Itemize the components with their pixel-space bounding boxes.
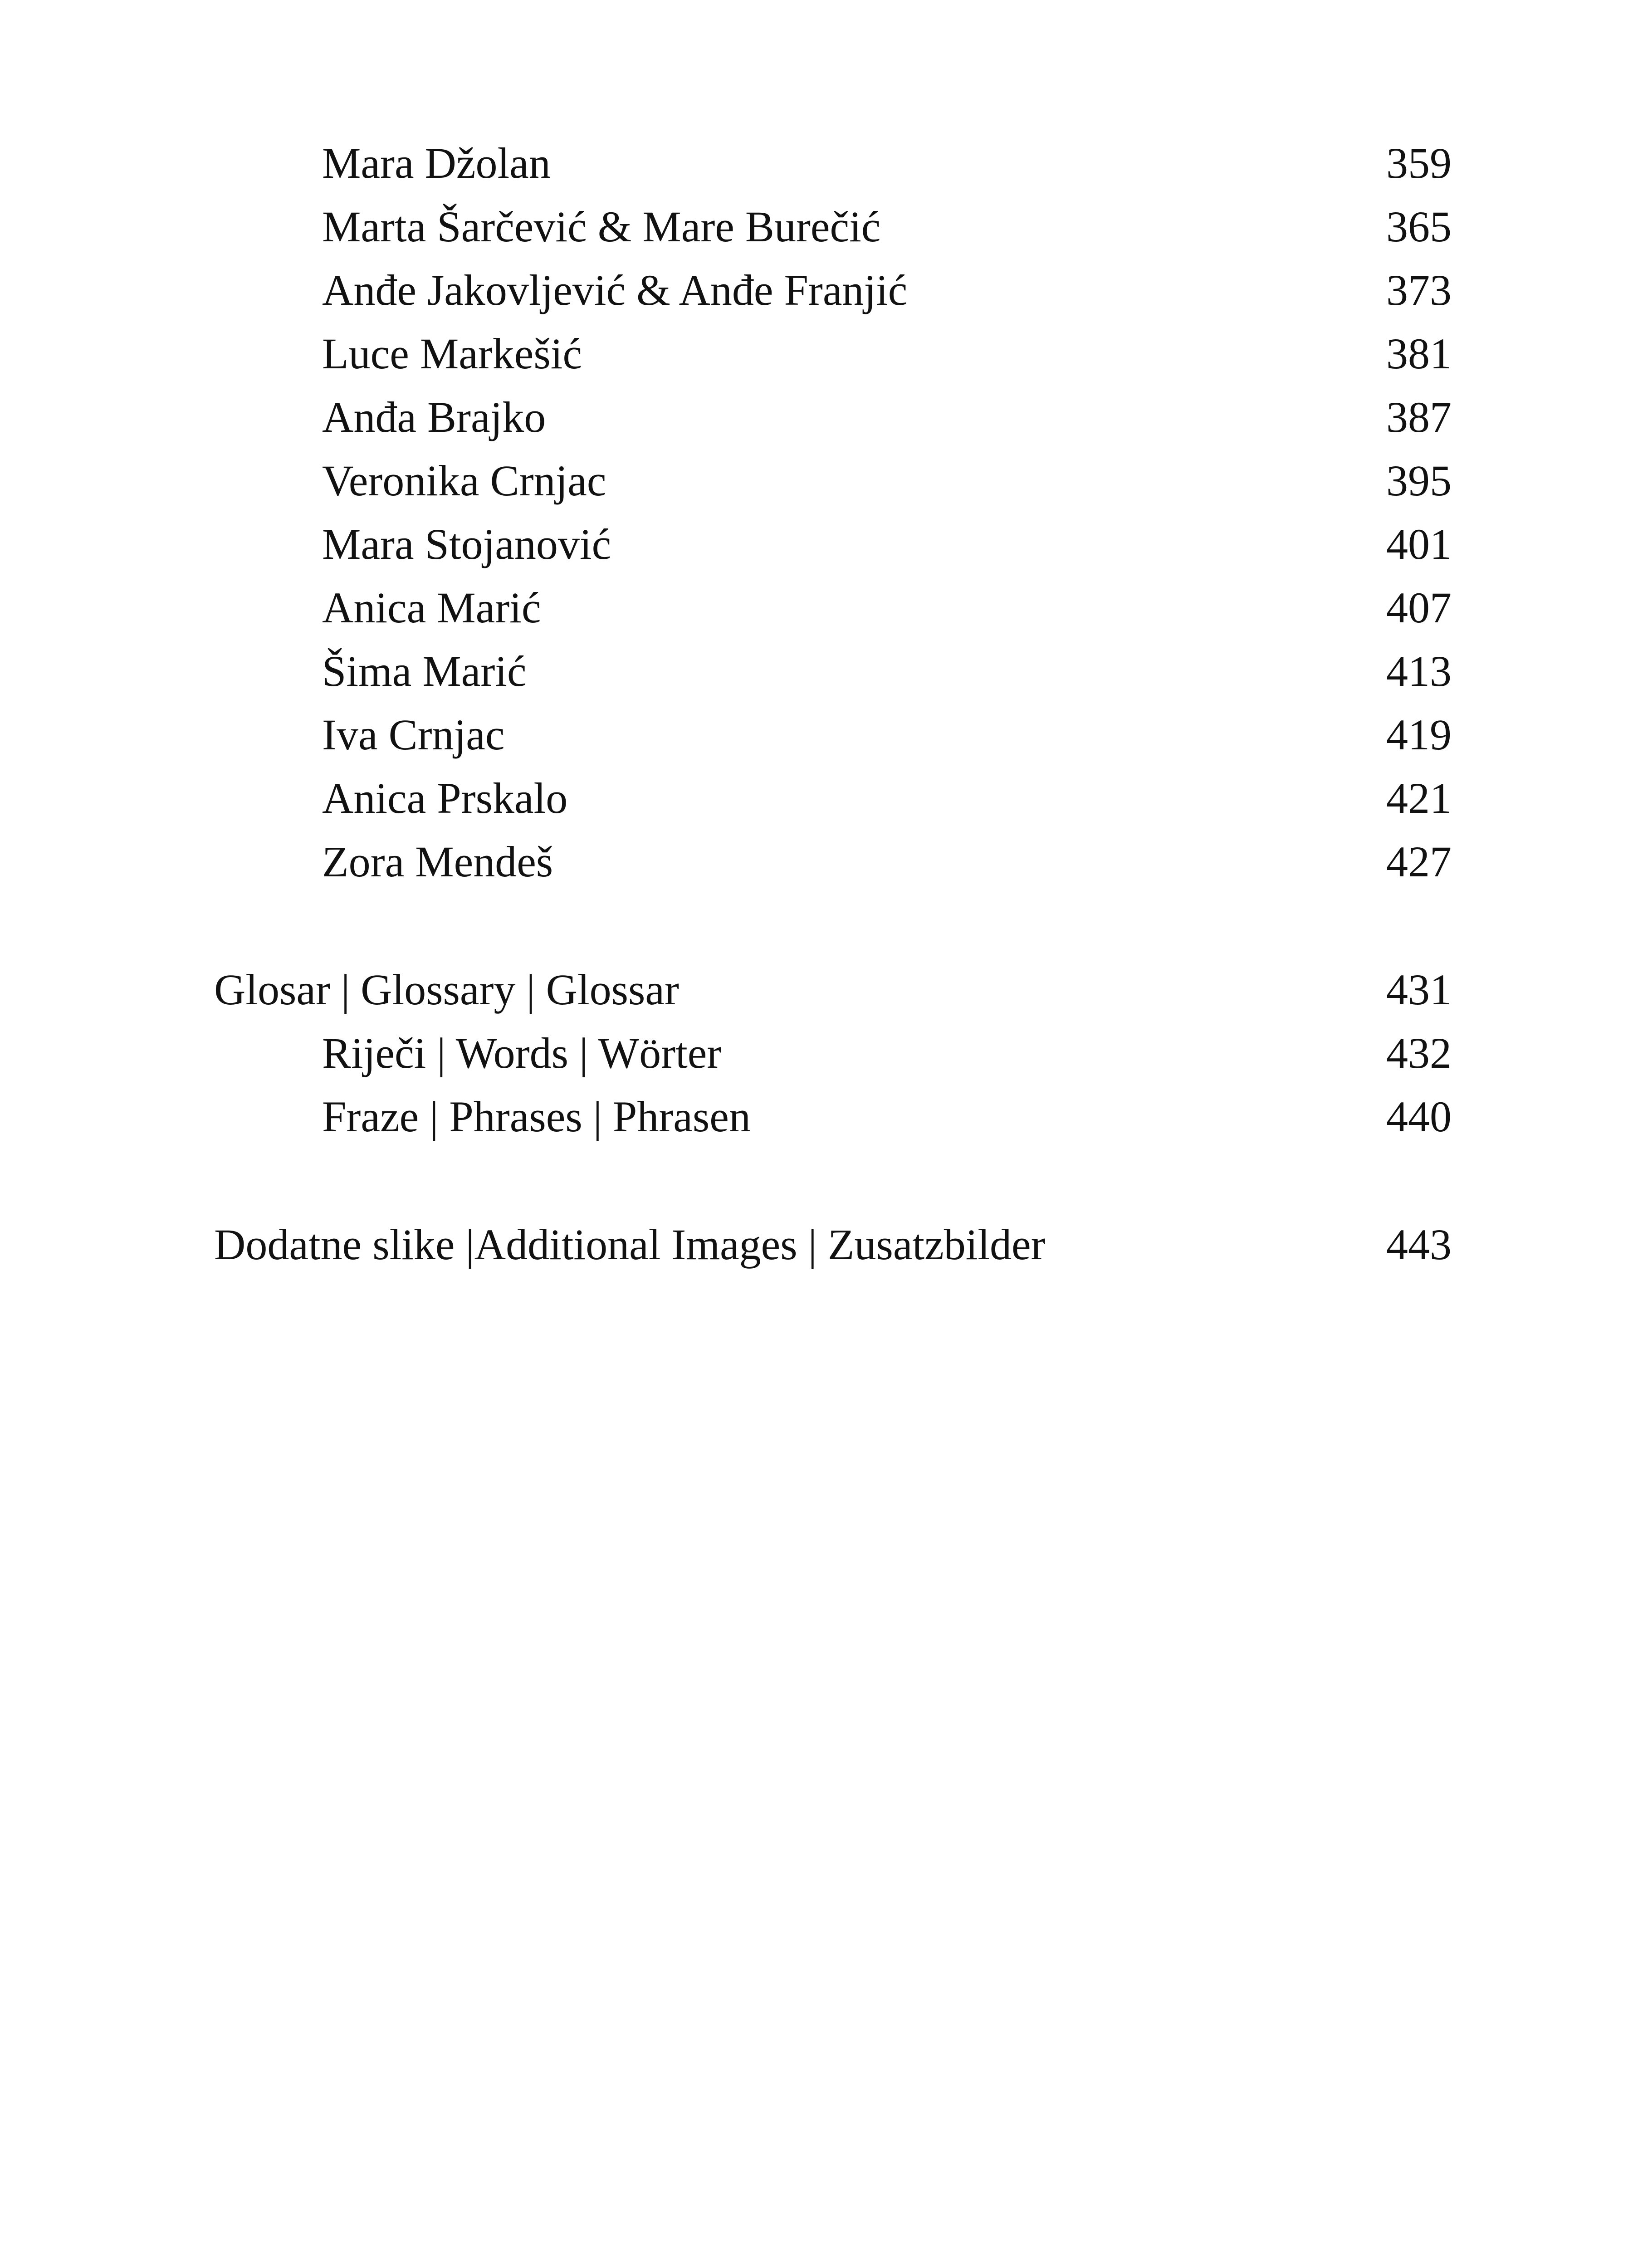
toc-entry-title: Anica Prskalo [322, 774, 568, 822]
toc-entry [0, 640, 1633, 703]
toc-entry-title: Mara Džolan [322, 139, 551, 187]
toc-entry-title: Anđa Brajko [322, 393, 546, 441]
toc-entry-title: Riječi | Words | Wörter [322, 1029, 722, 1077]
toc-section-title: Dodatne slike |Additional Images | Zusatzbilder [214, 1220, 1046, 1269]
toc-entry [0, 767, 1633, 830]
toc-entry-page: 401 [1386, 520, 1452, 568]
toc-entry [0, 132, 1633, 195]
toc-entry [0, 449, 1633, 513]
toc-section-page: 443 [1386, 1220, 1452, 1269]
toc-entry-title: Fraze | Phrases | Phrasen [322, 1092, 751, 1141]
toc-entry-page: 381 [1386, 329, 1452, 378]
toc-entry-page: 413 [1386, 647, 1452, 695]
toc-entry-page: 387 [1386, 393, 1452, 441]
toc-section-page: 431 [1386, 965, 1452, 1014]
toc-entry [0, 1022, 1633, 1085]
toc-entry [0, 1085, 1633, 1149]
toc-entry-title: Anica Marić [322, 583, 541, 632]
toc-entry-title: Luce Markešić [322, 329, 582, 378]
toc-entry-title: Veronika Crnjac [322, 456, 606, 505]
toc-entry-page: 432 [1386, 1029, 1452, 1077]
toc-entry-title: Zora Mendeš [322, 837, 553, 886]
toc-entry [0, 322, 1633, 386]
toc-entry [0, 703, 1633, 767]
toc-entry [0, 830, 1633, 894]
toc-entry-page: 421 [1386, 774, 1452, 822]
toc-entry-title: Iva Crnjac [322, 710, 505, 759]
toc-entry-page: 395 [1386, 456, 1452, 505]
toc-entry-title: Marta Šarčević & Mare Burečić [322, 202, 881, 251]
toc-entry [0, 513, 1633, 576]
toc-entry-page: 440 [1386, 1092, 1452, 1141]
toc-section-glossary [0, 958, 1633, 1022]
toc-entry-page: 407 [1386, 583, 1452, 632]
toc-entry [0, 576, 1633, 640]
section-spacer [0, 894, 1633, 958]
toc-entry-title: Anđe Jakovljević & Anđe Franjić [322, 266, 908, 314]
toc-entry-page: 365 [1386, 202, 1452, 251]
toc-entry-page: 359 [1386, 139, 1452, 187]
toc-entry-title: Mara Stojanović [322, 520, 611, 568]
toc-section-title: Glosar | Glossary | Glossar [214, 965, 679, 1014]
toc-entry [0, 195, 1633, 259]
section-spacer [0, 1149, 1633, 1213]
toc-entry-page: 427 [1386, 837, 1452, 886]
toc-entry-page: 373 [1386, 266, 1452, 314]
toc-entry [0, 259, 1633, 322]
toc-section-additional-images [0, 1213, 1633, 1276]
toc-entry [0, 386, 1633, 449]
table-of-contents [0, 132, 1633, 1276]
toc-entry-title: Šima Marić [322, 647, 527, 695]
toc-entry-page: 419 [1386, 710, 1452, 759]
